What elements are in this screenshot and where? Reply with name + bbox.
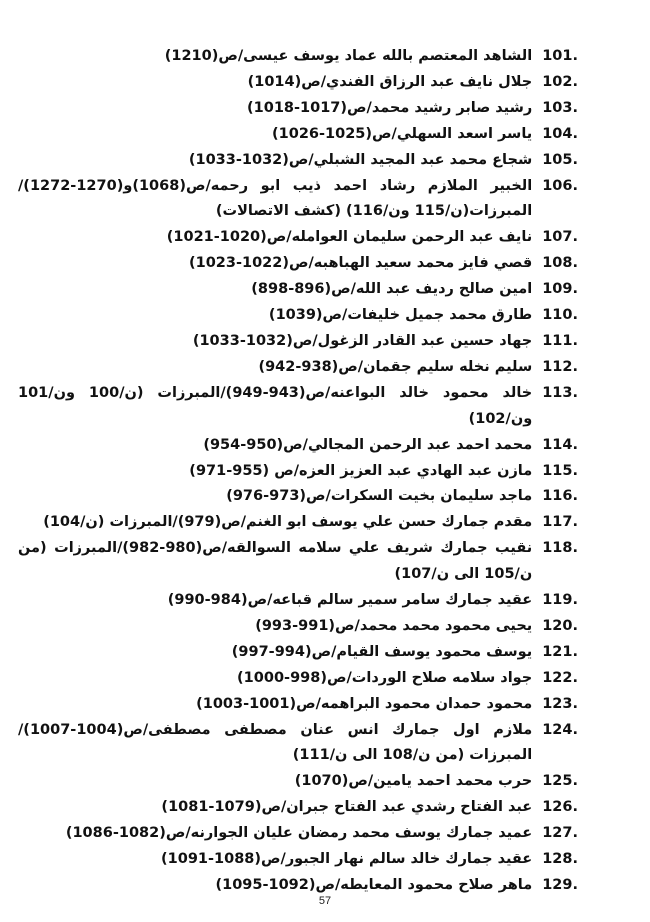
item-number: 109. — [542, 281, 578, 298]
item-text: ماهر صلاح محمود المعايطه/ص(1092-1095) — [215, 877, 533, 893]
item-text: الشاهد المعتصم بالله عماد يوسف عيسى/ص(1210) — [164, 48, 533, 64]
item-text: ياسر اسعد السهلي/ص(1025-1026) — [272, 125, 533, 142]
item-text: نقيب جمارك شريف علي سلامه السوالقه/ص(980-982)/المبرزات (من ن/105 الى ن/107) — [18, 540, 533, 583]
list-item — [18, 484, 578, 510]
item-number: 103. — [542, 99, 578, 116]
item-text: يحيى محمود محمد محمد/ص(991-993) — [255, 617, 533, 634]
list-item — [18, 614, 578, 640]
item-number: 102. — [542, 73, 578, 90]
list-item — [18, 225, 578, 251]
list-item — [18, 821, 578, 847]
item-text: عميد جمارك يوسف محمد رمضان عليان الجوارنه/ص(1082-1086) — [65, 825, 533, 842]
item-text: امين صالح رديف عبد الله/ص(896-898) — [251, 281, 533, 298]
list-item — [18, 692, 578, 718]
witness-list — [18, 44, 578, 899]
list-item — [18, 303, 578, 329]
list-item — [18, 148, 578, 174]
item-text: نايف عبد الرحمن سليمان العوامله/ص(1020-1021) — [166, 229, 533, 246]
item-text: مازن عبد الهادي عبد العزيز العزه/ص (955-971) — [189, 462, 533, 479]
item-number: 111. — [542, 332, 578, 349]
item-number: 120. — [542, 617, 578, 634]
list-item — [18, 666, 578, 692]
item-number: 128. — [542, 851, 578, 868]
item-text: طارق محمد جميل خليفات/ص(1039) — [268, 307, 533, 324]
list-item — [18, 459, 578, 485]
item-text: عبد الفتاح رشدي عبد الفتاح جبران/ص(1079-1081) — [161, 799, 533, 816]
list-item — [18, 640, 578, 666]
item-text: سليم نخله سليم جقمان/ص(938-942) — [258, 358, 533, 375]
page-number: 57 — [318, 895, 332, 907]
item-number: 107. — [542, 229, 578, 246]
item-number: 110. — [542, 307, 578, 324]
item-text: ملازم اول جمارك انس عنان مصطفى مصطفى/ص(1004-1007)/المبرزات (من ن/108 الى ن/111) — [18, 721, 533, 764]
item-text: عقيد جمارك سامر سمير سالم قباعه/ص(984-990) — [167, 592, 533, 609]
item-text: الخبير الملازم رشاد احمد ذيب ابو رحمه/ص(1068)و(1270-1272)/المبرزات(ن/115 ون/116) (كشف الاتصالات) — [18, 177, 533, 220]
item-text: يوسف محمود يوسف القيام/ص(994-997) — [231, 643, 533, 660]
list-item — [18, 510, 578, 536]
item-number: 127. — [542, 825, 578, 842]
item-text: قصي فايز محمد سعيد الهباهبه/ص(1022-1023) — [188, 255, 533, 272]
item-text: ماجد سليمان بخيت السكرات/ص(973-976) — [226, 488, 533, 505]
item-number: 125. — [542, 773, 578, 790]
list-item — [18, 70, 578, 96]
item-number: 101. — [542, 48, 578, 64]
item-number: 123. — [542, 695, 578, 712]
list-item — [18, 847, 578, 873]
list-item — [18, 96, 578, 122]
item-text: شجاع محمد عبد المجيد الشبلي/ص(1032-1033) — [188, 151, 533, 168]
item-number: 124. — [542, 721, 578, 738]
list-item — [18, 718, 578, 770]
item-number: 108. — [542, 255, 578, 272]
item-number: 114. — [542, 436, 578, 453]
item-number: 115. — [542, 462, 578, 479]
list-item — [18, 795, 578, 821]
item-number: 106. — [542, 177, 578, 194]
item-number: 117. — [542, 514, 578, 531]
list-item — [18, 277, 578, 303]
item-number: 104. — [542, 125, 578, 142]
item-number: 112. — [542, 358, 578, 375]
item-text: محمود حمدان محمود البراهمه/ص(1001-1003) — [196, 695, 533, 712]
list-item — [18, 251, 578, 277]
item-number: 116. — [542, 488, 578, 505]
list-item — [18, 44, 578, 70]
item-number: 126. — [542, 799, 578, 816]
list-item — [18, 355, 578, 381]
item-number: 113. — [542, 384, 578, 401]
item-text: محمد احمد عبد الرحمن المجالي/ص(950-954) — [203, 436, 533, 453]
item-text: خالد محمود خالد البواعنه/ص(943-949)/المبرزات (ن/100 ون/101 ون/102) — [18, 384, 533, 427]
list-item — [18, 433, 578, 459]
item-text: مقدم جمارك حسن علي يوسف ابو الغنم/ص(979)/المبرزات (ن/104) — [43, 514, 533, 531]
item-text: رشيد صابر رشيد محمد/ص(1017-1018) — [247, 99, 533, 116]
item-text: جهاد حسين عبد القادر الزغول/ص(1032-1033) — [192, 332, 533, 349]
item-number: 122. — [542, 669, 578, 686]
item-number: 121. — [542, 643, 578, 660]
item-text: جلال نايف عبد الرزاق الفندي/ص(1014) — [247, 73, 533, 90]
item-text: عقيد جمارك خالد سالم نهار الجبور/ص(1088-1091) — [161, 851, 533, 868]
list-item — [18, 174, 578, 226]
item-text: جواد سلامه صلاح الوردات/ص(998-1000) — [237, 669, 533, 686]
list-item — [18, 122, 578, 148]
list-item — [18, 588, 578, 614]
item-text: حرب محمد احمد يامين/ص(1070) — [294, 773, 533, 790]
item-number: 129. — [542, 877, 578, 893]
item-number: 118. — [542, 540, 578, 557]
list-item — [18, 769, 578, 795]
item-number: 119. — [542, 592, 578, 609]
list-item — [18, 381, 578, 433]
list-item — [18, 329, 578, 355]
item-number: 105. — [542, 151, 578, 168]
list-item — [18, 536, 578, 588]
